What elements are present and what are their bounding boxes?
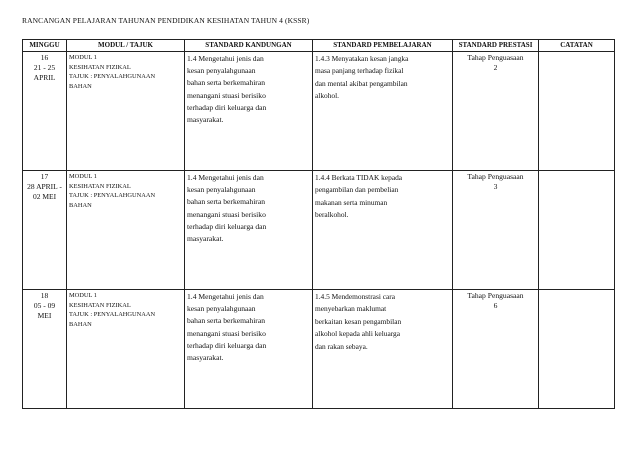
modul-line: MODUL 1 [69,292,97,299]
modul-line: TAJUK : PENYALAHGUNAAN [69,73,156,81]
prestasi-level: 6 [493,301,498,310]
prestasi-label: Tahap Penguasaan [467,172,524,181]
week-number: 16 [40,53,49,62]
week-dates: 05 - 09 [33,301,56,310]
cell-standard-prestasi [453,171,539,290]
cell-standard-kandungan [185,171,313,290]
week-month: MEI [37,311,52,320]
pembelajaran-line: beralkohol. [315,210,349,220]
pembelajaran-line: berkaitan kesan pengambilan [315,316,402,326]
cell-standard-prestasi [453,52,539,171]
modul-line: BAHAN [69,201,92,209]
pembelajaran-line: alkohol kepada ahli keluarga [315,329,401,339]
prestasi-level: 3 [493,182,498,191]
cell-minggu [23,171,67,290]
prestasi-label: Tahap Penguasaan [467,53,524,62]
kandungan-line: kesan penyalahgunaan [187,185,256,195]
pembelajaran-line: masa panjang terhadap fizikal [315,66,404,76]
modul-line: MODUL 1 [69,54,97,61]
kandungan-line: 1.4 Mengetahui jenis dan [187,292,264,301]
pembelajaran-line: dan mental akibat pengambilan [315,78,408,88]
kandungan-line: terhadap diri keluarga dan [187,102,267,112]
pembelajaran-line: menyebarkan maklumat [315,304,387,314]
week-dates: 21 - 25 [33,63,56,72]
kandungan-line: kesan penyalahgunaan [187,304,256,314]
pembelajaran-line: 1.4.4 Berkata TIDAK kepada [315,173,403,182]
kandungan-line: masyarakat. [187,353,224,363]
table-header-row [23,40,615,52]
cell-catatan [539,52,615,171]
modul-line: BAHAN [69,82,92,90]
lesson-plan-table [22,39,615,409]
header-modul-tajuk: MODUL / TAJUK [67,40,185,52]
pembelajaran-line: alkohol. [315,91,340,101]
pembelajaran-line: 1.4.3 Menyatakan kesan jangka [315,54,409,63]
cell-minggu [23,52,67,171]
modul-line: KESIHATAN FIZIKAL [69,182,131,190]
pembelajaran-line: 1.4.5 Mendemonstrasi cara [315,292,396,301]
pembelajaran-line: dan rakan sebaya. [315,341,368,351]
kandungan-line: bahan serta berkemahiran [187,78,266,88]
pembelajaran-line: pengambilan dan pembelian [315,185,399,195]
kandungan-line: masyarakat. [187,115,224,125]
cell-modul [67,290,185,409]
kandungan-line: 1.4 Mengetahui jenis dan [187,173,264,182]
modul-line: MODUL 1 [69,173,97,180]
header-standard-kandungan: STANDARD KANDUNGAN [185,40,313,52]
kandungan-line: menangani stuasi berisiko [187,328,266,338]
week-dates: 28 APRIL - [27,182,62,191]
cell-standard-prestasi [453,290,539,409]
modul-line: TAJUK : PENYALAHGUNAAN [69,192,156,200]
cell-modul [67,171,185,290]
week-number: 18 [40,291,49,300]
prestasi-label: Tahap Penguasaan [467,291,524,300]
kandungan-line: masyarakat. [187,234,224,244]
table-row [23,290,615,409]
cell-modul [67,52,185,171]
cell-standard-kandungan [185,52,313,171]
header-standard-pembelajaran: STANDARD PEMBELAJARAN [313,40,453,52]
kandungan-line: bahan serta berkemahiran [187,197,266,207]
table-row [23,52,615,171]
table-row [23,171,615,290]
cell-minggu [23,290,67,409]
modul-line: KESIHATAN FIZIKAL [69,63,131,71]
week-month: 02 MEI [32,192,57,201]
kandungan-line: menangani stuasi berisiko [187,90,266,100]
cell-standard-pembelajaran [313,290,453,409]
prestasi-level: 2 [493,63,498,72]
cell-standard-pembelajaran [313,52,453,171]
kandungan-line: terhadap diri keluarga dan [187,340,267,350]
week-month: APRIL [33,73,56,82]
week-number: 17 [40,172,49,181]
kandungan-line: menangani stuasi berisiko [187,209,266,219]
pembelajaran-line: makanan serta minuman [315,197,388,207]
header-catatan: CATATAN [539,40,615,52]
kandungan-line: 1.4 Mengetahui jenis dan [187,54,264,63]
cell-standard-pembelajaran [313,171,453,290]
document-title: RANCANGAN PELAJARAN TAHUNAN PENDIDIKAN KESIHATAN TAHUN 4 (KSSR) [22,16,310,25]
header-minggu: MINGGU [23,40,67,52]
modul-line: TAJUK : PENYALAHGUNAAN [69,311,156,319]
modul-line: BAHAN [69,320,92,328]
kandungan-line: terhadap diri keluarga dan [187,221,267,231]
cell-catatan [539,290,615,409]
cell-standard-kandungan [185,290,313,409]
kandungan-line: kesan penyalahgunaan [187,66,256,76]
kandungan-line: bahan serta berkemahiran [187,316,266,326]
header-standard-prestasi: STANDARD PRESTASI [453,40,539,52]
modul-line: KESIHATAN FIZIKAL [69,301,131,309]
cell-catatan [539,171,615,290]
